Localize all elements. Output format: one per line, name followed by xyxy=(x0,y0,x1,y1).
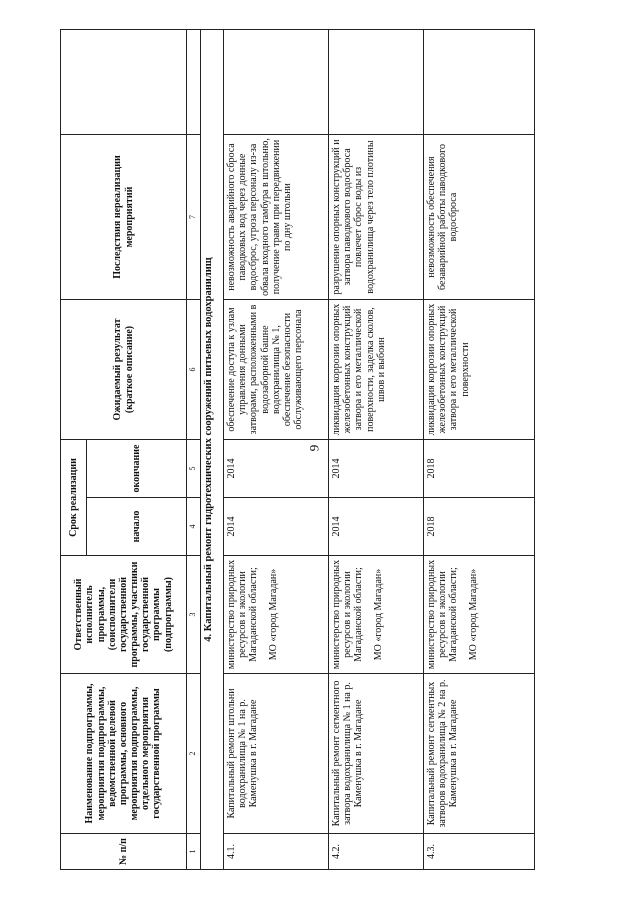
header-empty xyxy=(61,30,187,135)
executor-ministry: министерство природных ресурсов и экологии Магаданской области; xyxy=(425,559,460,670)
header-start: начало xyxy=(87,498,187,556)
row-result: ликвидация коррозии опорных железобетонных конструкций затвора и его металлической поверхности xyxy=(423,300,534,440)
header-period: Срок реализации xyxy=(61,440,87,556)
section-row xyxy=(200,30,223,870)
executor-municipality: МО «город Магадан» xyxy=(267,568,279,661)
column-number: 2 xyxy=(187,674,201,834)
row-result: ликвидация коррозии опорных железобетонных конструкций затвора и его металлической поверхности, заделка сколов, швов и выбоин xyxy=(328,300,423,440)
column-number: 5 xyxy=(187,440,201,498)
table-row xyxy=(423,30,534,870)
column-number-row xyxy=(187,30,201,870)
column-number: 6 xyxy=(187,300,201,440)
executor-municipality: МО «город Магадан» xyxy=(372,568,384,661)
row-empty xyxy=(223,30,328,135)
row-name: Капитальный ремонт штольни водохранилища № 1 на р. Каменушка в г. Магадане xyxy=(223,674,328,834)
executor-ministry: министерство природных ресурсов и экологии Магаданской области; xyxy=(330,559,365,670)
header-row xyxy=(61,30,87,870)
row-name: Капитальный ремонт сегментного затвора водохранилища № 1 на р. Каменушка в г. Магадане xyxy=(328,674,423,834)
column-number: 4 xyxy=(187,498,201,556)
row-num: 4.2. xyxy=(328,834,423,870)
row-end: 2018 xyxy=(423,440,534,498)
header-executor: Ответственный исполнитель программы, (соисполнители государственной программы, участники государственной программы (подпрограммы) xyxy=(61,556,187,674)
row-num: 4.1. xyxy=(223,834,328,870)
column-number: 7 xyxy=(187,135,201,300)
table-row xyxy=(328,30,423,870)
row-executor xyxy=(423,556,534,674)
column-number: 3 xyxy=(187,556,201,674)
row-end: 2014 xyxy=(328,440,423,498)
column-number: 1 xyxy=(187,834,201,870)
header-end: окончание xyxy=(87,440,187,498)
row-result: обеспечение доступа к узлам управления донными затворами, расположенными в водозаборной башне водохранилища № 1, обеспечение безопасности обслуживающего персонала xyxy=(223,300,328,440)
table-row xyxy=(223,30,328,870)
row-consequences: невозможность обеспечения безаварийной работы паводкового водосброса xyxy=(423,135,534,300)
row-start: 2014 xyxy=(328,498,423,556)
header-consequences: Последствия нереализации мероприятий xyxy=(61,135,187,300)
row-end: 2014 xyxy=(223,440,328,498)
executor-ministry: министерство природных ресурсов и экологии Магаданской области; xyxy=(225,559,260,670)
page-number: 9 xyxy=(306,444,322,452)
row-name: Капитальный ремонт сегментных затворов водохранилища № 2 на р. Каменушка в г. Магадане xyxy=(423,674,534,834)
column-number-empty xyxy=(187,30,201,135)
row-num: 4.3. xyxy=(423,834,534,870)
rotated-table-container xyxy=(60,30,535,870)
row-consequences: невозможность аварийного сброса паводковых вод через донные водосброс, угроза персоналу из-за обвала входного тамбура в штольню, получение травм при передвижении по дну штольни xyxy=(223,135,328,300)
program-table xyxy=(60,29,535,870)
row-executor xyxy=(223,556,328,674)
row-empty xyxy=(328,30,423,135)
row-empty xyxy=(423,30,534,135)
row-executor xyxy=(328,556,423,674)
section-title: 4. Капитальный ремонт гидротехнических сооружений питьевых водохранилищ xyxy=(200,30,223,870)
row-start: 2018 xyxy=(423,498,534,556)
row-start: 2014 xyxy=(223,498,328,556)
executor-municipality: МО «город Магадан» xyxy=(467,568,479,661)
row-consequences: разрушение опорных конструкций и затвора паводкового водосброса повлечет сброс воды из водохранилища через тело плотины xyxy=(328,135,423,300)
header-name: Наименование подпрограммы, мероприятия подпрограммы, ведомственной целевой программы, основного мероприятия подпрограммы, отдельного мероприятия государственной программы xyxy=(61,674,187,834)
header-num: № п/п xyxy=(61,834,187,870)
header-result: Ожидаемый результат (краткое описание) xyxy=(61,300,187,440)
